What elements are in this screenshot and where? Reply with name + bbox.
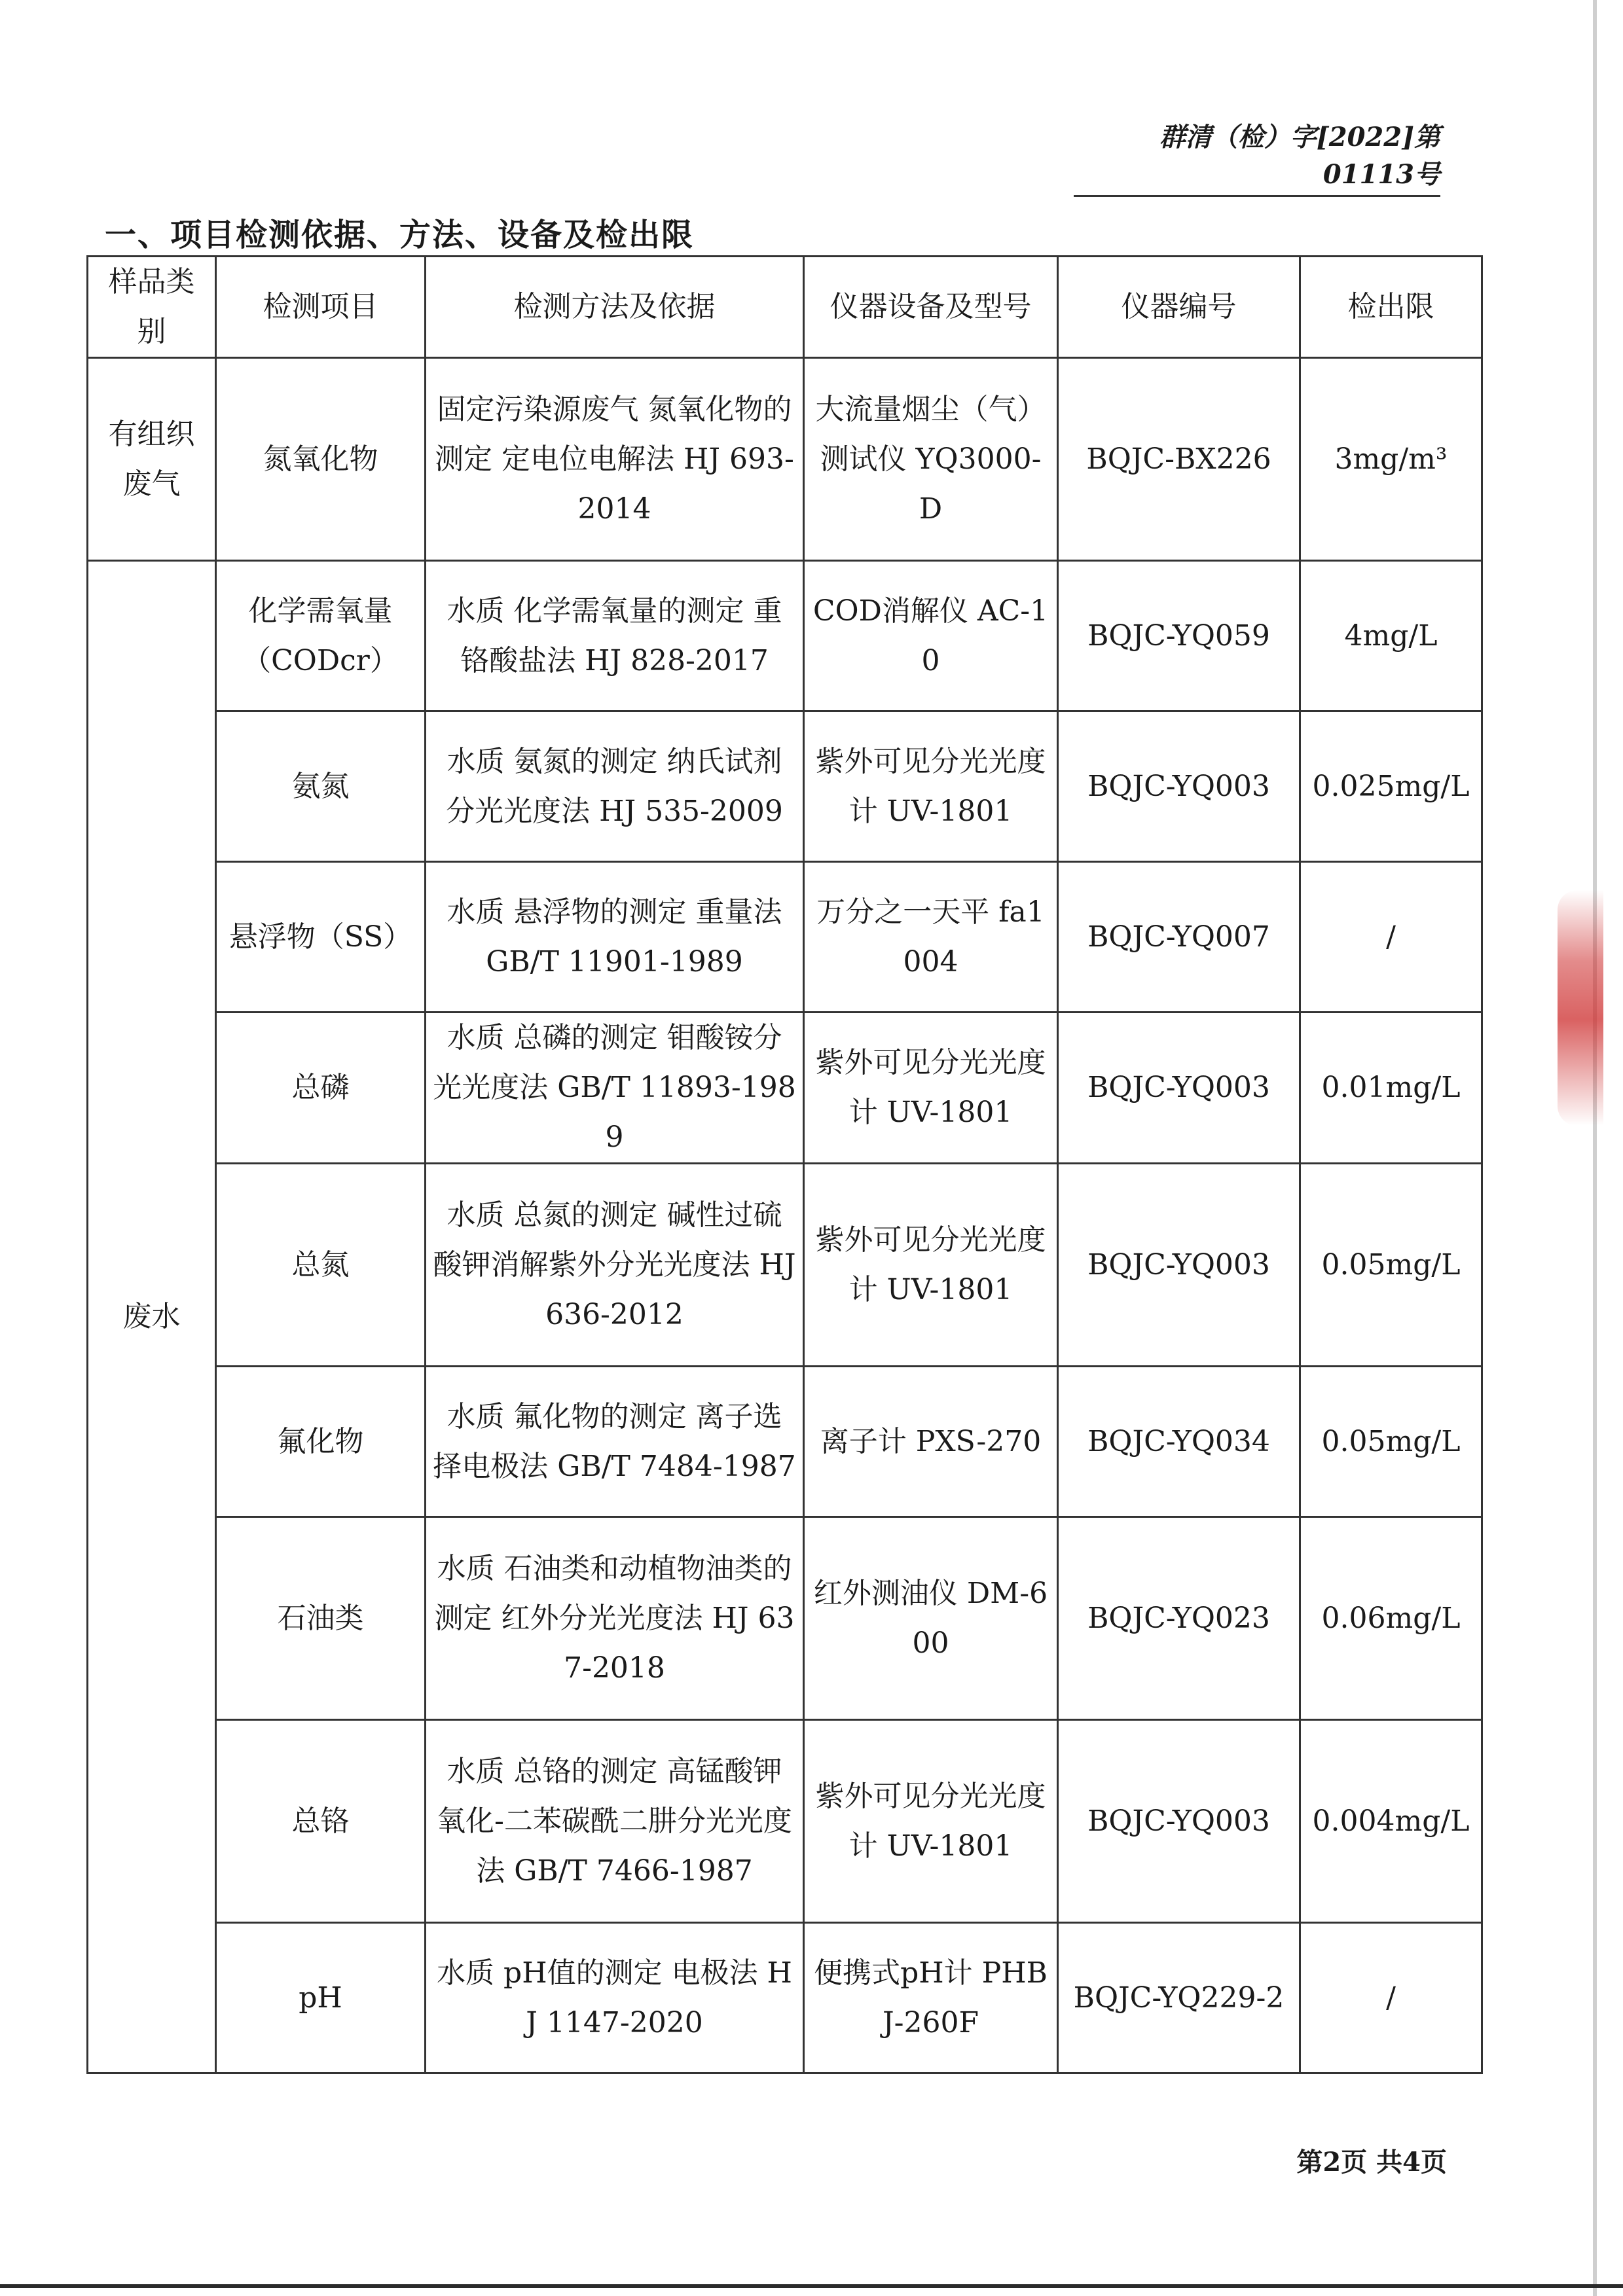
instrument-no-cell: BQJC-YQ003 — [1058, 1013, 1300, 1164]
instrument-cell: 离子计 PXS-270 — [804, 1367, 1058, 1517]
category-cell: 废水 — [88, 561, 216, 2073]
section-title: 一、项目检测依据、方法、设备及检出限 — [105, 217, 695, 253]
instrument-cell: 紫外可见分光光度计 UV-1801 — [804, 1013, 1058, 1164]
table-row — [88, 1367, 1482, 1517]
method-cell: 水质 石油类和动植物油类的测定 红外分光光度法 HJ 637-2018 — [426, 1517, 804, 1720]
limit-cell: 0.01mg/L — [1300, 1013, 1482, 1164]
method-cell: 水质 化学需氧量的测定 重铬酸盐法 HJ 828-2017 — [426, 561, 804, 711]
limit-cell: 4mg/L — [1300, 561, 1482, 711]
item-cell: 总铬 — [216, 1720, 426, 1923]
item-cell: 氮氧化物 — [216, 358, 426, 561]
instrument-cell: 万分之一天平 fa1004 — [804, 862, 1058, 1013]
category-cell: 有组织废气 — [88, 358, 216, 561]
item-cell: 总磷 — [216, 1013, 426, 1164]
limit-cell: 0.004mg/L — [1300, 1720, 1482, 1923]
instrument-no-cell: BQJC-YQ034 — [1058, 1367, 1300, 1517]
item-cell: 化学需氧量（CODcr） — [216, 561, 426, 711]
limit-cell: 3mg/m³ — [1300, 358, 1482, 561]
table-row — [88, 1720, 1482, 1923]
header-limit: 检出限 — [1300, 257, 1482, 358]
table-row — [88, 1164, 1482, 1367]
method-cell: 水质 总铬的测定 高锰酸钾氧化-二苯碳酰二肼分光光度法 GB/T 7466-1987 — [426, 1720, 804, 1923]
header-category: 样品类别 — [88, 257, 216, 358]
page-edge — [0, 2284, 1623, 2288]
limit-cell: / — [1300, 862, 1482, 1013]
header-method: 检测方法及依据 — [426, 257, 804, 358]
item-cell: 氟化物 — [216, 1367, 426, 1517]
header-instrument-no: 仪器编号 — [1058, 257, 1300, 358]
method-cell: 水质 pH值的测定 电极法 HJ 1147-2020 — [426, 1923, 804, 2073]
instrument-no-cell: BQJC-BX226 — [1058, 358, 1300, 561]
table-row — [88, 862, 1482, 1013]
table-row — [88, 358, 1482, 561]
instrument-no-cell: BQJC-YQ229-2 — [1058, 1923, 1300, 2073]
instrument-cell: 紫外可见分光光度计 UV-1801 — [804, 711, 1058, 862]
detection-table — [86, 255, 1483, 2074]
instrument-cell: 便携式pH计 PHBJ-260F — [804, 1923, 1058, 2073]
method-cell: 水质 氟化物的测定 离子选择电极法 GB/T 7484-1987 — [426, 1367, 804, 1517]
table-row — [88, 711, 1482, 862]
report-number: 群清（检）字[2022]第01113号 — [1074, 117, 1440, 197]
item-cell: 氨氮 — [216, 711, 426, 862]
page-number: 第2页 共4页 — [1296, 2147, 1447, 2178]
method-cell: 水质 总磷的测定 钼酸铵分光光度法 GB/T 11893-1989 — [426, 1013, 804, 1164]
instrument-cell: COD消解仪 AC-10 — [804, 561, 1058, 711]
page-edge — [1593, 0, 1597, 2296]
table-header-row — [88, 257, 1482, 358]
item-cell: pH — [216, 1923, 426, 2073]
limit-cell: 0.05mg/L — [1300, 1164, 1482, 1367]
instrument-no-cell: BQJC-YQ059 — [1058, 561, 1300, 711]
limit-cell: / — [1300, 1923, 1482, 2073]
limit-cell: 0.025mg/L — [1300, 711, 1482, 862]
instrument-cell: 紫外可见分光光度计 UV-1801 — [804, 1164, 1058, 1367]
instrument-cell: 红外测油仪 DM-600 — [804, 1517, 1058, 1720]
limit-cell: 0.06mg/L — [1300, 1517, 1482, 1720]
instrument-no-cell: BQJC-YQ003 — [1058, 1164, 1300, 1367]
table-row — [88, 561, 1482, 711]
instrument-cell: 紫外可见分光光度计 UV-1801 — [804, 1720, 1058, 1923]
table-row — [88, 1517, 1482, 1720]
table-row — [88, 1923, 1482, 2073]
method-cell: 水质 总氮的测定 碱性过硫酸钾消解紫外分光光度法 HJ 636-2012 — [426, 1164, 804, 1367]
limit-cell: 0.05mg/L — [1300, 1367, 1482, 1517]
seal-stamp — [1558, 890, 1603, 1126]
item-cell: 总氮 — [216, 1164, 426, 1367]
method-cell: 水质 悬浮物的测定 重量法 GB/T 11901-1989 — [426, 862, 804, 1013]
header-instrument: 仪器设备及型号 — [804, 257, 1058, 358]
instrument-no-cell: BQJC-YQ023 — [1058, 1517, 1300, 1720]
instrument-no-cell: BQJC-YQ007 — [1058, 862, 1300, 1013]
method-cell: 水质 氨氮的测定 纳氏试剂分光光度法 HJ 535-2009 — [426, 711, 804, 862]
instrument-cell: 大流量烟尘（气）测试仪 YQ3000-D — [804, 358, 1058, 561]
item-cell: 石油类 — [216, 1517, 426, 1720]
instrument-no-cell: BQJC-YQ003 — [1058, 1720, 1300, 1923]
method-cell: 固定污染源废气 氮氧化物的测定 定电位电解法 HJ 693-2014 — [426, 358, 804, 561]
header-item: 检测项目 — [216, 257, 426, 358]
instrument-no-cell: BQJC-YQ003 — [1058, 711, 1300, 862]
table-row — [88, 1013, 1482, 1164]
item-cell: 悬浮物（SS） — [216, 862, 426, 1013]
